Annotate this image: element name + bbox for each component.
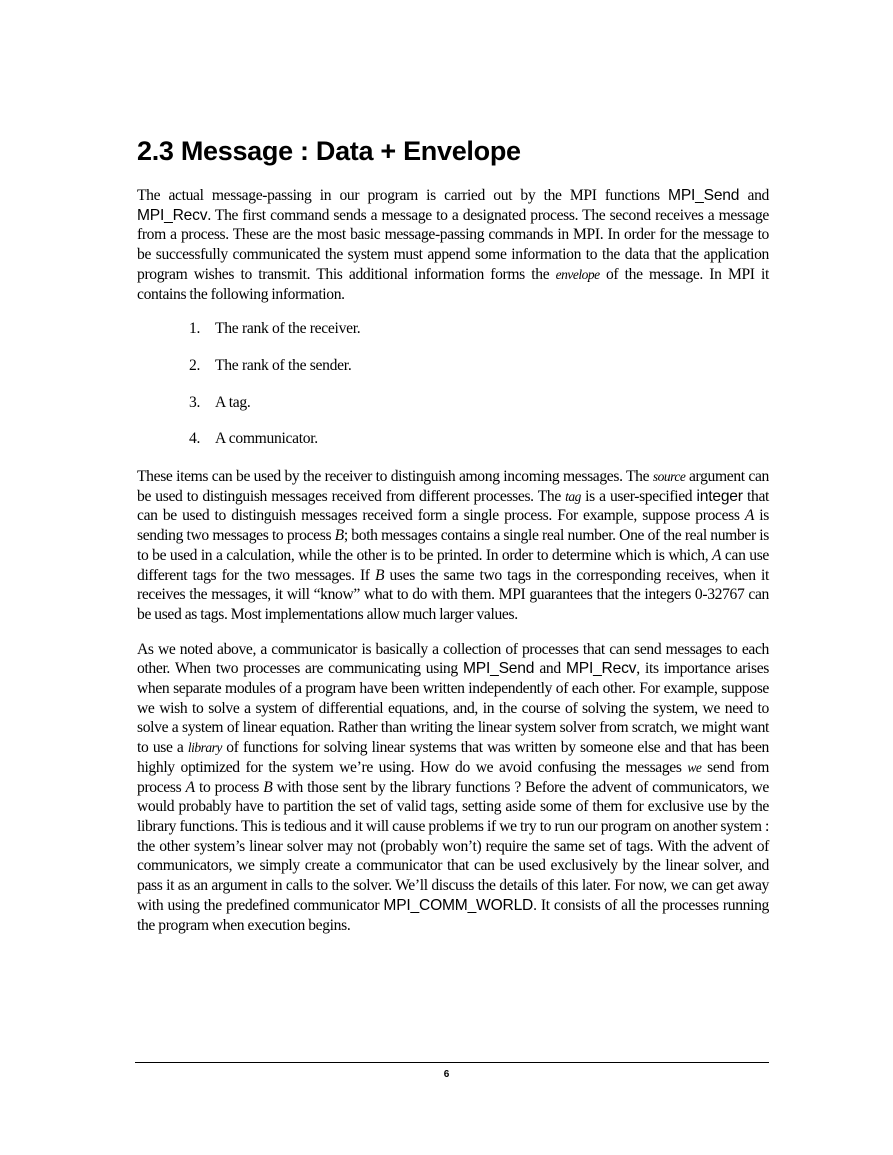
text-run: is a user-specified <box>580 487 697 505</box>
list-item-number: 1. <box>189 320 201 338</box>
text-run: that can be used to distinguish messages received form a single process. For example, suppose process <box>137 487 770 525</box>
paragraph-communicators <box>137 640 769 936</box>
list-item-number: 2. <box>189 356 201 374</box>
text-run: and <box>534 660 566 678</box>
text-run: to process <box>194 778 264 796</box>
var-b: B <box>263 778 273 796</box>
text-run: uses the same two tags in the corresponding receives, when it receives the messages, it will “know” what to do with them. MPI guarantees that the integers 0-32767 can be used as tags. Most implementations allow much larger values. <box>137 566 769 623</box>
var-b: B <box>334 527 344 545</box>
var-a: A <box>744 507 755 525</box>
text-run: of functions for solving linear systems that was written by someone else and that has been highly optimized for the system we’re using. How do we avoid confusing the messages <box>137 739 769 776</box>
page-content <box>137 134 769 950</box>
list-item <box>137 429 769 449</box>
text-run: ; both messages contains a single real number. One of the real number is to be used in a calculation, while the other is to be printed. In order to determine which is which, <box>137 527 769 564</box>
var-b: B <box>374 566 385 584</box>
envelope-contents-list <box>137 319 769 449</box>
text-run: and <box>739 187 770 204</box>
text-run: of the message. In MPI it contains the following information. <box>137 265 769 303</box>
code-mpi-send: MPI_Send <box>668 187 740 204</box>
list-item-text: The rank of the sender. <box>215 356 352 374</box>
text-run: As we noted above, a communicator is basically a collection of processes that can send messages to each other. When two processes are communicating using <box>137 640 769 678</box>
term-envelope: envelope <box>555 266 600 282</box>
term-library: library <box>187 740 222 756</box>
text-run: . The first command sends a message to a designated process. The second receives a message from a process. These are the most basic message-passing commands in MPI. In order for the message to be successfully communicated the system must append some information to the data that the application program wishes to transmit. This additional information forms the <box>137 206 769 283</box>
list-item-text: A communicator. <box>215 430 318 448</box>
list-item <box>137 393 769 413</box>
list-item-number: 4. <box>189 430 201 448</box>
page-number: 6 <box>443 1069 450 1080</box>
term-source: source <box>652 469 686 485</box>
paragraph-tags <box>137 467 769 625</box>
list-item <box>137 356 769 376</box>
text-run: The actual message-passing in our program is carried out by the MPI functions <box>137 187 669 204</box>
text-run: , its importance arises when separate modules of a program have been written independently of each other. For example, suppose we wish to solve a system of differential equations, and, in the course of solving the system, we need to solve a system of linear equation. Rather than writing the linear system solver from scratch, we might want to use a <box>137 660 769 757</box>
paragraph-message-passing <box>137 186 769 304</box>
text-run: These items can be used by the receiver to distinguish among incoming messages. The <box>137 468 653 486</box>
text-run: can use different tags for the two messages. If <box>137 546 769 584</box>
text-run: . It consists of all the processes running the program when execution begins. <box>137 896 769 934</box>
list-item <box>137 319 769 339</box>
term-tag: tag <box>565 488 581 504</box>
var-a: A <box>185 778 195 796</box>
list-item-text: The rank of the receiver. <box>215 320 361 338</box>
code-mpi-recv: MPI_Recv <box>565 660 637 678</box>
code-integer: integer <box>696 487 743 505</box>
text-run: with those sent by the library functions ? Before the advent of communicators, we would probably have to partition the set of valid tags, setting aside some of them for exclusive use by the library functions. This is tedious and it will cause problems if we try to run our program on another system : the other system’s linear solver may not (probably won’t) require the same set of tags. With the advent of communicators, we simply create a communicator that can be used exclusively by the linear solver, and pass it as an argument in calls to the solver. We’ll discuss the details of this later. For now, we can get away with using the predefined communicator <box>137 778 769 914</box>
code-mpi-send: MPI_Send <box>462 660 535 678</box>
var-a: A <box>712 546 722 564</box>
section-title: 2.3 Message : Data + Envelope <box>137 136 521 166</box>
footer-divider <box>135 1062 769 1063</box>
code-mpi-recv: MPI_Recv <box>137 206 208 224</box>
text-run: argument can be used to distinguish messages received from different processes. The <box>137 468 769 505</box>
text-run: send from process <box>137 758 770 796</box>
list-item-number: 3. <box>189 393 201 411</box>
code-mpi-comm-world: MPI_COMM_WORLD <box>383 896 534 914</box>
term-we: we <box>687 759 702 775</box>
list-item-text: A tag. <box>215 393 251 411</box>
text-run: is sending two messages to process <box>137 507 770 545</box>
